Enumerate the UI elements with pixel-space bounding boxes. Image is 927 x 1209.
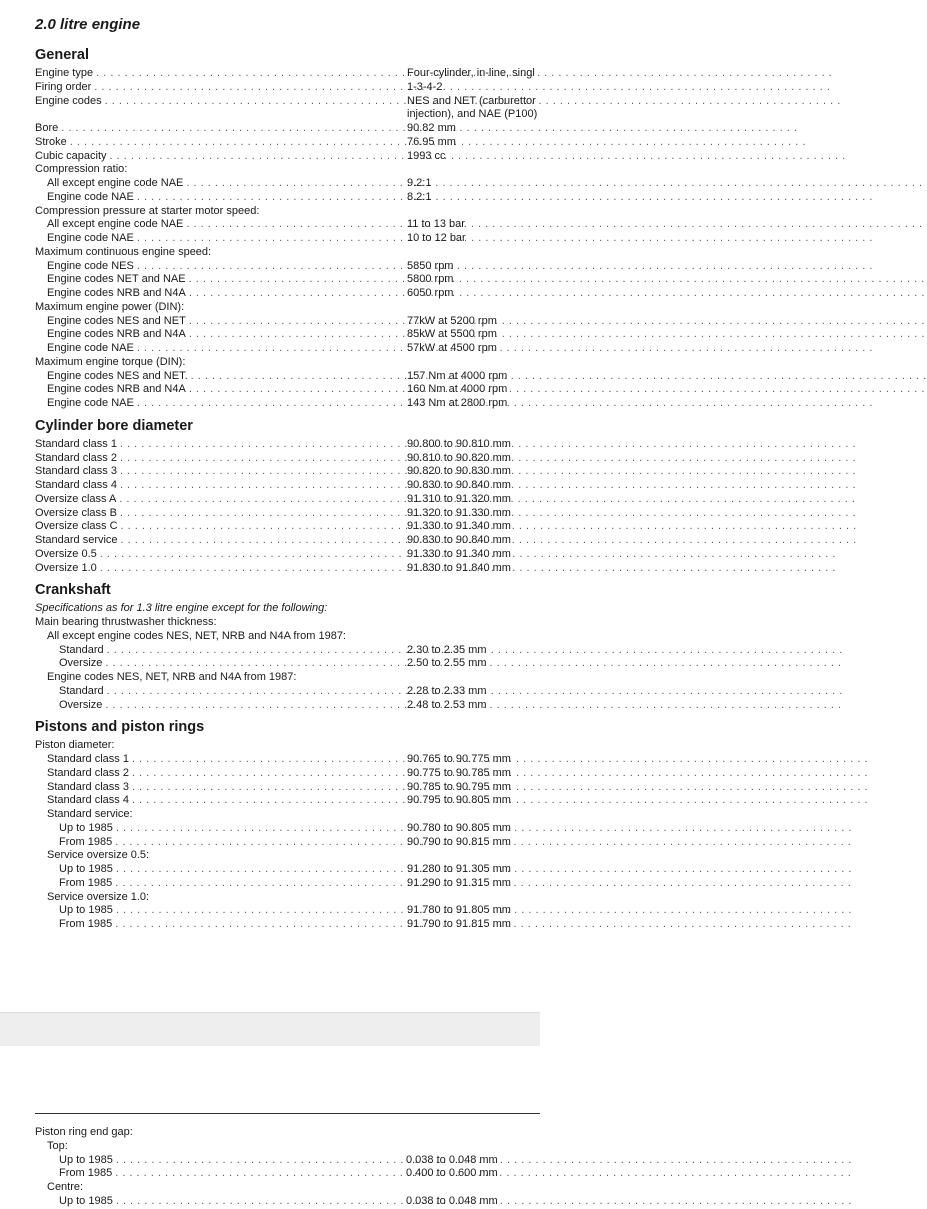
spec-row	[35, 1167, 540, 1181]
manual-page-1	[0, 0, 540, 1012]
spec-row	[35, 218, 540, 232]
spec-row	[35, 479, 540, 493]
spec-row	[35, 191, 540, 205]
spec-row	[35, 534, 540, 548]
subheading-ring-gap: Piston ring end gap:	[35, 1126, 133, 1138]
spec-label: Standard	[59, 684, 104, 697]
section-title-bore: Cylinder bore diameter	[35, 417, 193, 434]
spec-value: 85kW at 5500 rpm	[407, 328, 497, 341]
spec-value: 90.82 mm	[407, 122, 456, 134]
crankshaft-note: Specifications as for 1.3 litre engine except for the following:	[35, 602, 328, 615]
spec-row	[35, 328, 540, 342]
spec-row	[35, 383, 540, 397]
spec-row	[35, 548, 540, 562]
spec-row	[35, 781, 540, 795]
spec-value: 1-3-4-2	[407, 80, 443, 93]
spec-label: Engine codes NET and NAE	[47, 273, 186, 286]
spec-value: 1993 cc	[407, 149, 446, 162]
spec-value: 0.038 to 0.048 mm	[406, 1194, 498, 1207]
spec-value: 5850 rpm	[407, 259, 454, 272]
spec-row	[35, 767, 540, 781]
page-1-content	[35, 16, 540, 932]
spec-value: 91.330 to 91.340 mm	[407, 547, 511, 560]
spec-label: Oversize class C	[35, 520, 118, 533]
spec-value: 0.038 to 0.048 mm	[406, 1153, 498, 1166]
spec-row	[35, 465, 540, 479]
spec-value: 91.310 to 91.320 mm	[407, 492, 511, 505]
spec-value: 90.820 to 90.830 mm	[407, 465, 511, 478]
spec-label: Engine codes	[35, 94, 102, 107]
spec-row	[35, 1195, 540, 1209]
spec-label: Oversize 1.0	[35, 561, 97, 574]
spec-label: Up to 1985	[59, 1153, 113, 1166]
spec-row-bore	[35, 122, 540, 136]
subheading-thrustwasher: Main bearing thrustwasher thickness:	[35, 616, 217, 628]
spec-value: 2.30 to 2.35 mm	[407, 643, 487, 656]
spec-label: Standard class 4	[35, 479, 117, 491]
spec-row	[35, 836, 540, 850]
spec-value: 143 Nm at 2800 rpm	[407, 397, 508, 409]
spec-label: Firing order	[35, 80, 92, 93]
spec-row	[35, 753, 540, 767]
spec-row	[35, 685, 540, 699]
spec-value: 76.95 mm	[407, 135, 456, 148]
spec-value: 2.50 to 2.55 mm	[407, 657, 487, 670]
spec-row	[35, 260, 540, 274]
subheading-diameter: Piston diameter:	[35, 739, 115, 752]
spec-value: 90.830 to 90.840 mm	[407, 479, 511, 491]
spec-row	[35, 287, 540, 301]
spec-label: Standard class 1	[47, 753, 129, 765]
spec-label: Engine codes NES and NET	[47, 314, 186, 327]
spec-row	[35, 493, 540, 507]
spec-label: Oversize 0.5	[35, 547, 97, 560]
spec-value: 90.780 to 90.805 mm	[407, 821, 511, 834]
spec-row	[35, 397, 540, 411]
spec-row	[35, 1154, 540, 1168]
divider	[35, 1113, 540, 1114]
subheading-top: Top:	[47, 1139, 68, 1152]
spec-value: 160 Nm at 4000 rpm	[407, 383, 508, 396]
section-title-crankshaft: Crankshaft	[35, 582, 111, 599]
spec-label: Standard class 2	[47, 766, 129, 779]
spec-label: Bore	[35, 122, 59, 134]
subheading-oversize-05: Service oversize 0.5:	[47, 849, 150, 862]
spec-value: 157 Nm at 4000 rpm	[407, 369, 508, 382]
subheading-service: Standard service:	[47, 808, 133, 820]
spec-value: 90.800 to 90.810 mm	[407, 437, 511, 450]
page-title: 2.0 litre engine	[35, 16, 141, 33]
subheading-group-2: Engine codes NES, NET, NRB and N4A from 1987:	[47, 671, 297, 683]
spec-value: 90.790 to 90.815 mm	[407, 835, 511, 848]
spec-value: 90.810 to 90.820 mm	[407, 451, 511, 464]
spec-label: All except engine code NAE	[47, 177, 184, 189]
spec-label: Engine codes NES and NET.	[47, 369, 188, 382]
spec-label: Engine code NES	[47, 259, 134, 272]
spec-label: From 1985	[59, 918, 113, 930]
subheading-compression: Compression ratio:	[35, 163, 128, 176]
spec-label: Engine code NAE	[47, 190, 134, 203]
spec-label: Standard class 1	[35, 437, 117, 450]
spec-label: Engine code NAE	[47, 342, 134, 354]
spec-label: Standard class 3	[47, 780, 129, 793]
spec-row	[35, 452, 540, 466]
spec-label: Standard	[59, 643, 104, 656]
spec-value: 91.830 to 91.840 mm	[407, 561, 511, 574]
spec-label: Standard class 4	[47, 794, 129, 807]
spec-value: 6050 rpm	[407, 287, 454, 299]
spec-row-stroke	[35, 136, 540, 150]
spec-label: Cubic capacity	[35, 149, 107, 162]
spec-value: 10 to 12 bar	[407, 232, 466, 244]
spec-value: 90.765 to 90.775 mm	[407, 753, 511, 765]
subheading-oversize-10: Service oversize 1.0:	[47, 890, 150, 903]
spec-row	[35, 699, 540, 713]
spec-value: 77kW at 5200 rpm	[407, 314, 497, 327]
spec-value: 91.320 to 91.330 mm	[407, 506, 511, 519]
spec-value: 2.28 to 2.33 mm	[407, 684, 487, 697]
spec-row-capacity	[35, 150, 540, 164]
spec-label: Standard class 3	[35, 465, 117, 478]
spec-value: 90.795 to 90.805 mm	[407, 794, 511, 807]
spec-row	[35, 507, 540, 521]
spec-label: Up to 1985	[59, 1194, 113, 1207]
manual-page-2	[0, 1046, 540, 1207]
spec-value: 90.830 to 90.840 mm	[407, 534, 511, 546]
spec-value: 8.2:1	[407, 190, 432, 203]
spec-label: Engine type	[35, 67, 94, 79]
spec-value: 91.290 to 91.315 mm	[407, 876, 511, 889]
section-title-general: General	[35, 47, 89, 63]
spec-label: Oversize	[59, 698, 103, 711]
spec-value: 90.785 to 90.795 mm	[407, 780, 511, 793]
spec-row	[35, 232, 540, 246]
subheading-pressure: Compression pressure at starter motor speed:	[35, 204, 260, 217]
spec-row	[35, 273, 540, 287]
spec-value: 5800 rpm	[407, 273, 454, 286]
spec-label: Engine code NAE	[47, 232, 134, 244]
subheading-torque: Maximum engine torque (DIN):	[35, 355, 186, 368]
spec-value: Four-cylinder, in-line, singl	[407, 67, 535, 79]
spec-row-engine-codes	[35, 95, 540, 109]
spec-value: 91.280 to 91.305 mm	[407, 863, 511, 875]
spec-label: Up to 1985	[59, 863, 113, 875]
spec-label: Standard service	[35, 534, 118, 546]
spec-row-engine-codes-cont	[35, 108, 540, 122]
spec-value: 90.775 to 90.785 mm	[407, 766, 511, 779]
spec-row	[35, 918, 540, 932]
spec-label: All except engine code NAE	[47, 218, 184, 231]
spec-row	[35, 370, 540, 384]
spec-row	[35, 520, 540, 534]
spec-row	[35, 438, 540, 452]
spec-label: From 1985	[59, 835, 113, 848]
spec-label: From 1985	[59, 876, 113, 889]
spec-label: Standard class 2	[35, 451, 117, 464]
spec-value: injection), and NAE (P100)	[407, 108, 538, 121]
spec-value: 91.330 to 91.340 mm	[407, 520, 511, 533]
subheading-centre: Centre:	[47, 1181, 84, 1193]
spec-row-firing-order	[35, 81, 540, 95]
subheading-group-1: All except engine codes NES, NET, NRB and N4A from 1987:	[47, 629, 346, 642]
spec-row	[35, 904, 540, 918]
spec-value: 91.790 to 91.815 mm	[407, 918, 511, 930]
spec-label: Engine codes NRB and N4A	[47, 383, 186, 396]
spec-row	[35, 177, 540, 191]
spec-row	[35, 877, 540, 891]
spec-label: Engine code NAE	[47, 397, 134, 409]
subheading-speed: Maximum continuous engine speed:	[35, 245, 212, 258]
spec-label: Stroke	[35, 135, 67, 148]
spec-label: Engine codes NRB and N4A	[47, 287, 186, 299]
spec-label: Up to 1985	[59, 904, 113, 917]
spec-row-engine-type	[35, 67, 540, 81]
spec-row	[35, 644, 540, 658]
page-2-content	[35, 1126, 540, 1209]
spec-value: 11 to 13 bar	[407, 218, 465, 231]
spec-row	[35, 657, 540, 671]
spec-value: 57kW at 4500 rpm	[407, 342, 497, 354]
section-title-pistons: Pistons and piston rings	[35, 719, 205, 736]
spec-value: 9.2:1	[407, 177, 432, 189]
spec-value: NES and NET (carburettor	[407, 94, 536, 107]
spec-value: 2.48 to 2.53 mm	[407, 698, 487, 711]
spec-label: Oversize	[59, 657, 103, 670]
spec-row	[35, 342, 540, 356]
spec-value: 91.780 to 91.805 mm	[407, 904, 511, 917]
spec-row	[35, 863, 540, 877]
spec-label: Oversize class B	[35, 506, 117, 519]
spec-label: Engine codes NRB and N4A	[47, 328, 186, 341]
spec-label: Up to 1985	[59, 821, 113, 834]
spec-row	[35, 794, 540, 808]
spec-row	[35, 315, 540, 329]
spec-row	[35, 822, 540, 836]
spec-label: Oversize class A	[35, 492, 117, 505]
spec-value: 0.400 to 0.600 mm	[406, 1167, 498, 1180]
spec-row	[35, 562, 540, 576]
spec-label: From 1985	[59, 1167, 113, 1180]
page-separator	[0, 1012, 540, 1047]
subheading-power: Maximum engine power (DIN):	[35, 300, 185, 313]
